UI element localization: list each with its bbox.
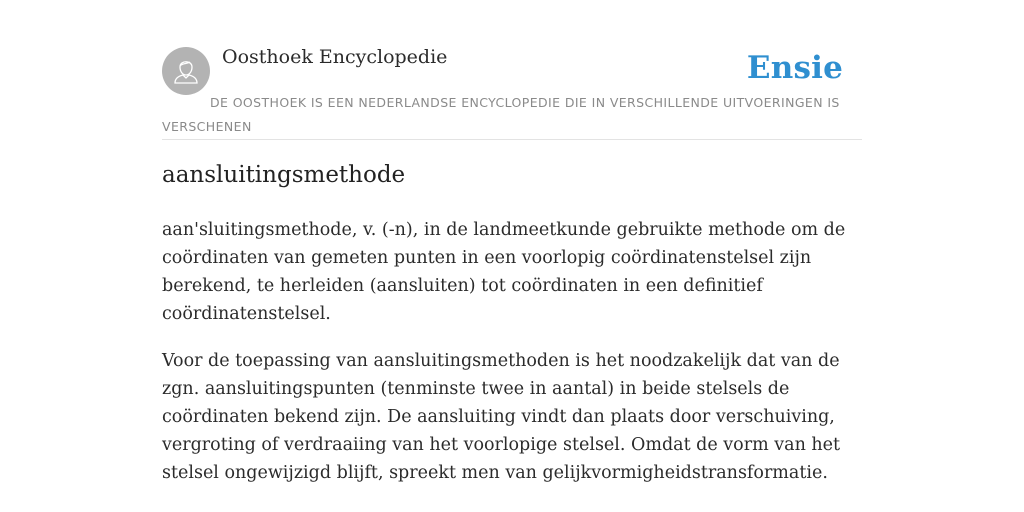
avatar[interactable] xyxy=(162,47,210,95)
header xyxy=(162,44,862,140)
article-body xyxy=(162,216,867,506)
article-paragraph: Voor de toepassing van aansluitingsmethoden is het noodzakelijk dat van de zgn. aansluitingspunten (tenminste twee in aantal) in beide stelsels de coördinaten bekend zijn. De aansluiting vindt dan plaats door verschuiving, vergroting of verdraaiing van het voorlopige stelsel. Omdat de vorm van het stelsel ongewijzigd blijft, spreekt men van gelijkvormigheidstransformatie. xyxy=(162,351,841,483)
user-icon xyxy=(162,47,210,95)
brand-logo[interactable]: Ensie xyxy=(746,50,843,86)
article-paragraph: aan'sluitingsmethode, v. (-n), in de landmeetkunde gebruikte methode om de coördinaten van gemeten punten in een voorlopig coördinatenstelsel zijn berekend, te herleiden (aansluiten) tot coördinaten in een definitief coördinatenstelsel. xyxy=(162,220,846,324)
article-title: aansluitingsmethode xyxy=(162,162,406,188)
site-name[interactable]: Oosthoek Encyclopedie xyxy=(222,46,448,68)
tagline: DE OOSTHOEK IS EEN NEDERLANDSE ENCYCLOPEDIE DIE IN VERSCHILLENDE UITVOERINGEN IS VERSCHENEN xyxy=(162,95,840,134)
